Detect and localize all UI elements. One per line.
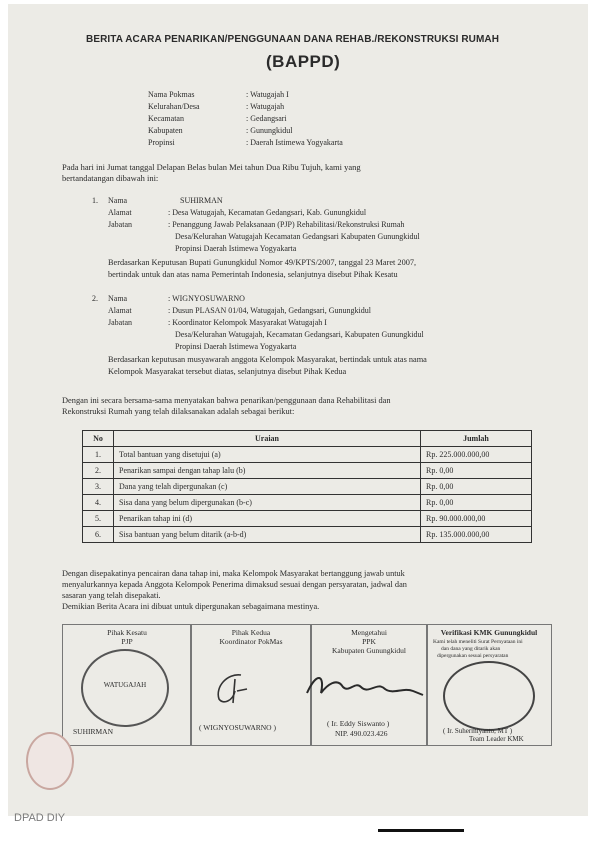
intro-line: Pada hari ini Jumat tanggal Delapan Belas bulan Mei tahun Dua Ribu Tujuh, kami yang bbox=[62, 162, 361, 172]
row-amount: Rp. 0,00 bbox=[421, 495, 532, 511]
signature-title: Pihak Kesatu bbox=[107, 628, 147, 637]
signature-subtitle: Koordinator PokMas bbox=[219, 637, 283, 646]
handwritten-signature bbox=[303, 667, 427, 703]
info-label: Kecamatan bbox=[148, 114, 184, 123]
party-number: 2. bbox=[92, 294, 98, 303]
archive-watermark: DPAD DIY bbox=[14, 812, 66, 824]
row-amount: Rp. 225.000.000,00 bbox=[421, 447, 532, 463]
basis-line: Berdasarkan keputusan musyawarah anggota Kelompok Masyarakat, bertindak untuk atas nama bbox=[108, 355, 427, 364]
signatory-name: ( Ir. Suhermiyanto, MT ) bbox=[443, 727, 513, 735]
document-title: BERITA ACARA PENARIKAN/PENGGUNAAN DANA REHAB./REKONSTRUKSI RUMAH bbox=[86, 34, 500, 45]
signature-title: Verifikasi KMK Gunungkidul bbox=[440, 628, 538, 637]
table-row bbox=[83, 479, 532, 495]
field-value: SUHIRMAN bbox=[180, 196, 223, 205]
field-label: Jabatan bbox=[108, 220, 132, 229]
row-amount: Rp. 90.000.000,00 bbox=[421, 511, 532, 527]
row-description: Total bantuan yang disetujui (a) bbox=[114, 447, 421, 463]
signature-subtitle: PPK bbox=[362, 637, 376, 646]
closing-line: menyalurkannya kepada Anggota Kelompok Penerima dimaksud sesuai dengan persyaratan, jadwal dan bbox=[62, 580, 407, 589]
info-value: : Watugajah I bbox=[246, 90, 289, 99]
table-row bbox=[83, 527, 532, 543]
row-number: 2. bbox=[83, 463, 114, 479]
info-value: : Gedangsari bbox=[246, 114, 287, 123]
statement-line: Rekonstruksi Rumah yang telah dilaksanakan adalah sebagai berikut: bbox=[62, 407, 295, 416]
column-header: Jumlah bbox=[421, 431, 532, 447]
field-value: Desa/Kelurahan Watugajah Kecamatan Gedangsari Kabupaten Gunungkidul bbox=[175, 232, 420, 241]
stamp-text: WATUGAJAH bbox=[103, 681, 147, 689]
info-label: Kelurahan/Desa bbox=[148, 102, 200, 111]
signature-block-ppk bbox=[310, 624, 428, 746]
intro-line: bertandatangan dibawah ini: bbox=[62, 173, 159, 183]
field-value: Desa/Kelurahan Watugajah, Kecamatan Gedangsari, Kabupaten Gunungkidul bbox=[175, 330, 424, 339]
info-value: : Daerah Istimewa Yogyakarta bbox=[246, 138, 343, 147]
signature-block-pihak-kesatu bbox=[62, 624, 192, 746]
handwritten-signature bbox=[211, 671, 251, 707]
basis-line: Berdasarkan Keputusan Bupati Gunungkidul Nomor 49/KPTS/2007, tanggal 23 Maret 2007, bbox=[108, 258, 417, 267]
row-amount: Rp. 0,00 bbox=[421, 479, 532, 495]
bottom-rule bbox=[378, 829, 464, 832]
info-label: Nama Pokmas bbox=[148, 90, 195, 99]
signature-subtitle: Kabupaten Gunungkidul bbox=[332, 646, 406, 655]
field-label: Nama bbox=[108, 294, 128, 303]
field-value: Propinsi Daerah Istimewa Yogyakarta bbox=[175, 342, 297, 351]
statement-line: Dengan ini secara bersama-sama menyatakan bahwa penarikan/penggunaan dana Rehabilitasi dan bbox=[62, 396, 391, 405]
verification-text: dipergunakan sesuai persyaratan bbox=[437, 653, 509, 659]
table-row bbox=[83, 447, 532, 463]
row-description: Penarikan sampai dengan tahap lalu (b) bbox=[114, 463, 421, 479]
field-value: : Koordinator Kelompok Masyarakat Watugajah I bbox=[168, 318, 327, 327]
column-header: Uraian bbox=[114, 431, 421, 447]
signature-block-pihak-kedua bbox=[190, 624, 312, 746]
signature-title: Mengetahui bbox=[351, 628, 387, 637]
row-number: 5. bbox=[83, 511, 114, 527]
row-description: Sisa bantuan yang belum ditarik (a-b-d) bbox=[114, 527, 421, 543]
info-label: Kabupaten bbox=[148, 126, 183, 135]
row-amount: Rp. 0,00 bbox=[421, 463, 532, 479]
signatory-name: ( WIGNYOSUWARNO ) bbox=[199, 723, 276, 732]
verification-text: Kami telah meneliti Surat Pernyataan ini bbox=[433, 639, 523, 645]
verification-text: dan dana yang ditarik akan bbox=[441, 646, 501, 652]
signatory-name: SUHIRMAN bbox=[73, 727, 114, 736]
party-number: 1. bbox=[92, 196, 98, 205]
field-label: Jabatan bbox=[108, 318, 132, 327]
signatory-role: Team Leader KMK bbox=[469, 735, 524, 743]
closing-line: Demikian Berita Acara ini dibuat untuk dipergunakan sebagaimana mestinya. bbox=[62, 602, 320, 611]
field-label: Nama bbox=[108, 196, 128, 205]
closing-line: Dengan disepakatinya pencairan dana tahap ini, maka Kelompok Masyarakat bertanggung jawab untuk bbox=[62, 569, 405, 578]
row-amount: Rp. 135.000.000,00 bbox=[421, 527, 532, 543]
field-value: : Dusun PLASAN 01/04, Watugajah, Gedangsari, Gunungkidul bbox=[168, 306, 371, 315]
document-page bbox=[8, 4, 588, 816]
basis-line: bertindak untuk dan atas nama Pemerintah Indonesia, selanjutnya disebut Pihak Kesatu bbox=[108, 270, 398, 279]
signature-title: Pihak Kedua bbox=[231, 628, 271, 637]
info-label: Propinsi bbox=[148, 138, 175, 147]
signature-block-kmk bbox=[426, 624, 552, 746]
info-value: : Gunungkidul bbox=[246, 126, 293, 135]
official-stamp bbox=[81, 649, 169, 727]
row-number: 4. bbox=[83, 495, 114, 511]
field-label: Alamat bbox=[108, 306, 132, 315]
row-number: 1. bbox=[83, 447, 114, 463]
field-label: Alamat bbox=[108, 208, 132, 217]
fund-table bbox=[82, 430, 532, 543]
official-stamp bbox=[443, 661, 535, 731]
closing-line: sasaran yang telah disepakati. bbox=[62, 591, 161, 600]
field-value: : WIGNYOSUWARNO bbox=[168, 294, 245, 303]
field-value: Propinsi Daerah Istimewa Yogyakarta bbox=[175, 244, 297, 253]
table-row bbox=[83, 511, 532, 527]
column-header: No bbox=[83, 431, 114, 447]
table-header-row bbox=[83, 431, 532, 447]
row-description: Penarikan tahap ini (d) bbox=[114, 511, 421, 527]
signature-subtitle: PJP bbox=[121, 637, 133, 646]
field-value: : Desa Watugajah, Kecamatan Gedangsari, Kab. Gunungkidul bbox=[168, 208, 367, 217]
info-value: : Watugajah bbox=[246, 102, 285, 111]
row-number: 6. bbox=[83, 527, 114, 543]
table-row bbox=[83, 495, 532, 511]
table-row bbox=[83, 463, 532, 479]
row-description: Sisa dana yang belum dipergunakan (b-c) bbox=[114, 495, 421, 511]
signatory-nip: NIP. 490.023.426 bbox=[335, 729, 388, 738]
document-abbreviation: (BAPPD) bbox=[266, 52, 341, 71]
dpad-logo-icon bbox=[26, 732, 74, 790]
field-value: : Penanggung Jawab Pelaksanaan (PJP) Rehabilitasi/Rekonstruksi Rumah bbox=[168, 220, 405, 229]
signatory-name: ( Ir. Eddy Siswanto ) bbox=[327, 719, 390, 728]
row-description: Dana yang telah dipergunakan (c) bbox=[114, 479, 421, 495]
basis-line: Kelompok Masyarakat tersebut diatas, selanjutnya disebut Pihak Kedua bbox=[108, 367, 347, 376]
row-number: 3. bbox=[83, 479, 114, 495]
